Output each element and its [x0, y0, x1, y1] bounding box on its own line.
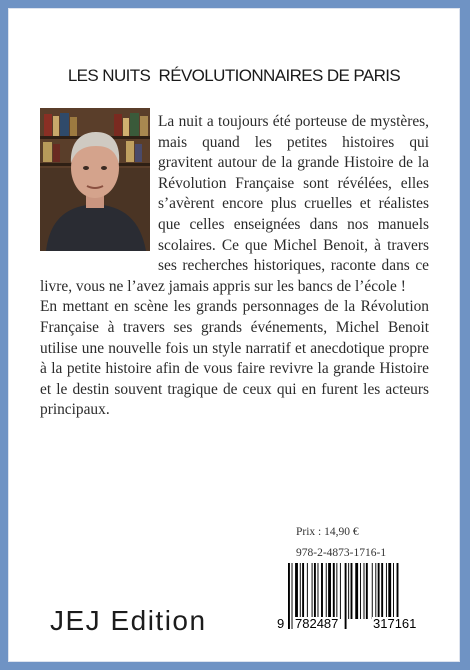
barcode-left-digits: 782487 — [295, 616, 339, 631]
isbn-barcode — [276, 563, 438, 631]
blurb-paragraph-1: La nuit a toujours été porteuse de mystères, mais quand les petites histoires qui gravitent autour de la grande Histoire de la Révolution Française sont révélées, elles s’avèrent encore plus cruelles et réalistes que celles enseignées dans nos manuels scolaires. Ce que Michel Benoit, à travers ses recherches historiques, raconte dans ce livre, vous ne l’avez jamais appris sur les bancs de l’école ! — [40, 113, 429, 295]
barcode-digits — [276, 616, 438, 631]
price-label: Prix : 14,90 € — [296, 526, 359, 538]
book-info — [296, 522, 386, 564]
back-cover-text — [40, 112, 429, 421]
barcode-lead-digit: 9 — [277, 616, 285, 631]
back-cover — [8, 8, 460, 662]
publisher-logo: JEJ Edition — [50, 605, 207, 636]
blurb-paragraph-2: En mettant en scène les grands personnages de la Révolution Française à travers ses grands événements, Michel Benoit utilise une nouvelle fois un style narratif et anecdotique propre à la petite histoire afin de vous faire revivre la grande Histoire et le destin souvent tragique de ceux qui en furent les acteurs principaux. — [40, 298, 429, 419]
barcode-right-digits: 317161 — [373, 616, 417, 631]
book-title: LES NUITS RÉVOLUTIONNAIRES DE PARIS — [67, 66, 401, 85]
isbn-label: 978-2-4873-1716-1 — [296, 547, 387, 559]
